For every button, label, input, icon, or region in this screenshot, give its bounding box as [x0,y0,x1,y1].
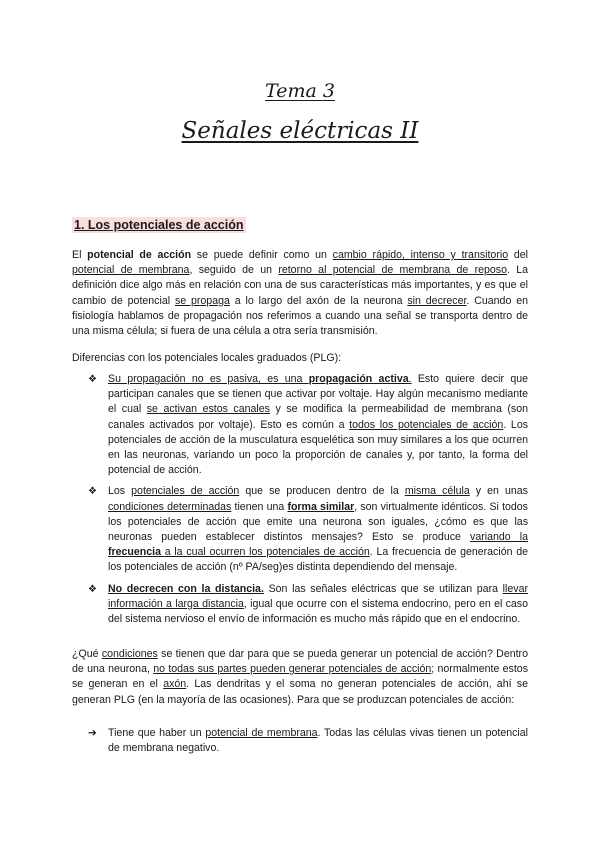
bullet-list [88,372,528,633]
differences-paragraph: Diferencias con los potenciales locales graduados (PLG): [72,352,342,364]
bullet-item: ❖ Su propagación no es pasiva, es una propagación activa. Esto quiere decir que participan canales que se tienen que activar por voltaje. Hay algún mecanismo mediante el cual se activan estos canales y se modifica la permeabilidad de membrana (son canales activados por voltaje). Esto es común a todos los potenciales de acción. Los potenciales de acción de la musculatura esquelética son muy similares a los que ocurren en las neuronas, variando un poco la proporción de canales y, por tanto, la forma del potencial de acción. [88,373,529,477]
intro-paragraph: El potencial de acción se puede definir como un cambio rápido, intenso y transitorio del potencial de membrana, seguido de un retorno al potencial de membrana de reposo. La definición dice algo más en relación con una de sus características más importantes, y es que el cambio de potencial se propaga a lo largo del axón de la neurona sin decrecer. Cuando en fisiología hablamos de propagación nos referimos a cuando una señal se transporta dentro de una misma célula; si fuera de una célula a otra sería transmisión. [72,249,529,338]
diamond-bullet-icon: ❖ [88,374,97,385]
arrow-bullet-icon: ➔ [88,727,97,739]
section-heading: 1. Los potenciales de acción [74,218,244,232]
diamond-bullet-icon: ❖ [88,583,97,595]
bullet-item: ❖ No decrecen con la distancia. Son las señales eléctricas que se utilizan para llevar información a larga distancia, igual que ocurre con el sistema endocrino, pero en el caso del sistema nervioso el envío de información es mucho más rápido que en el endocrino. [88,582,528,626]
conditions-paragraph: ¿Qué condiciones se tienen que dar para que se pueda generar un potencial de acción? Dentro de una neurona, no todas sus partes pueden generar potenciales de acción; normalmente estos se generan en el axón. Las dendritas y el soma no generan potenciales de acción, ahí se generan PLG (en la mayoría de las ocasiones). Para que se produzcan potenciales de acción: [72,648,528,706]
page-title: Tema 3 [265,80,335,102]
bullet-item: ❖ Los potenciales de acción que se producen dentro de la misma célula y en unas condiciones determinadas tienen una forma similar, son virtualmente idénticos. Si todos los potenciales de acción que emite una neurona son iguales, ¿cómo es que las neuronas pueden establecer distintos mensajes? Esto se produce variando la frecuencia a la cual ocurren los potenciales de acción. La frecuencia de generación de los potenciales de acción (nº PA/seg)es distinta dependiendo del mensaje. [88,485,529,574]
diamond-bullet-icon: ❖ [88,486,97,498]
page-subtitle: Señales eléctricas II [181,118,419,144]
arrow-list-item: ➔ Tiene que haber un potencial de membrana. Todas las células vivas tienen un potencial de membrana negativo. [88,727,528,755]
